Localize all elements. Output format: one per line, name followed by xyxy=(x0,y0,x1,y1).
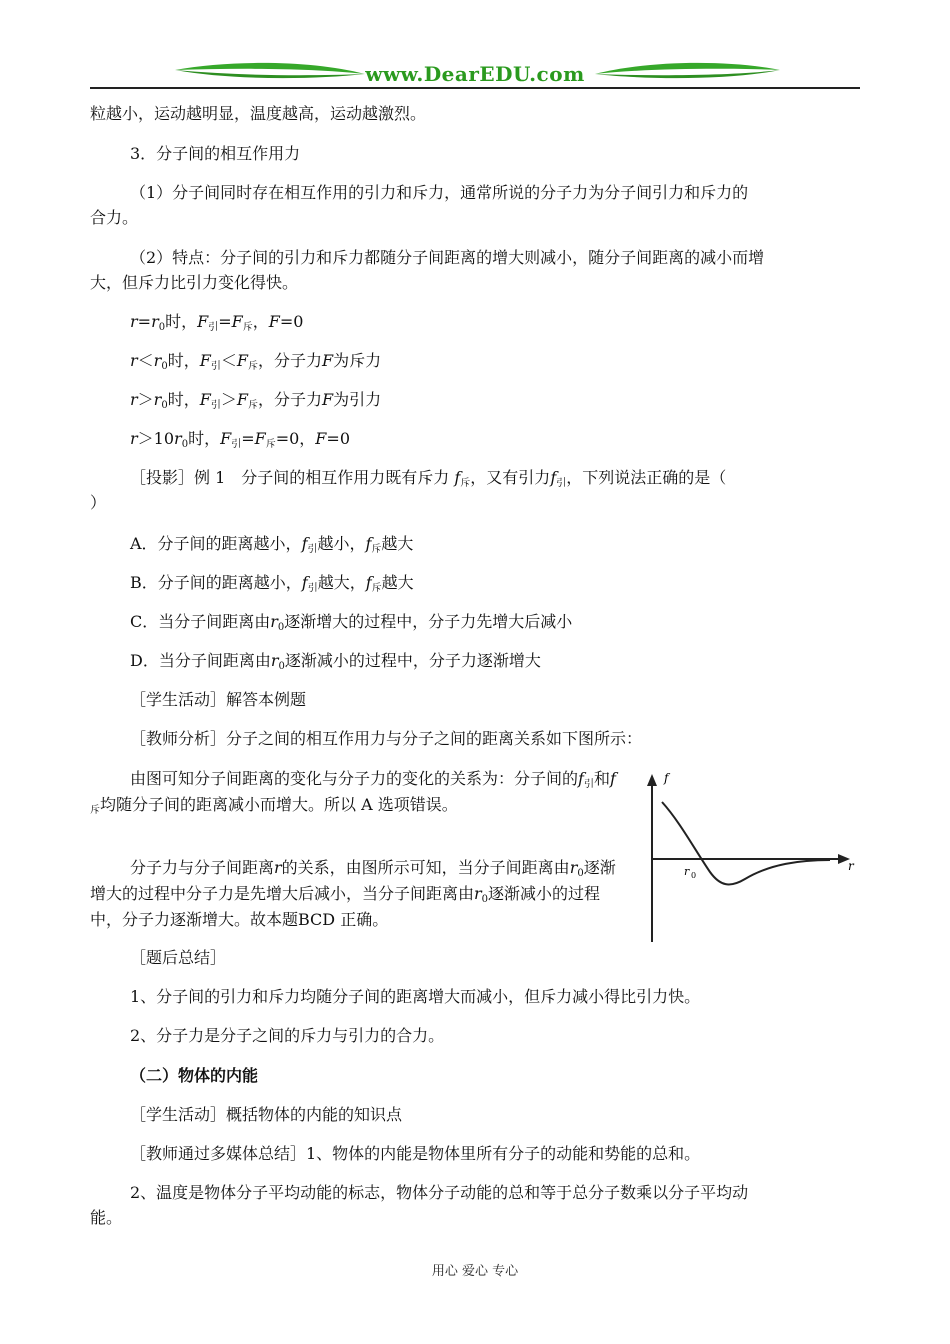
student-activity: ［学生活动］解答本例题 xyxy=(130,690,307,709)
header-rule xyxy=(90,87,860,89)
option-d: D．当分子间距离由$r_0$逐渐减小的过程中，分子力逐渐增大 xyxy=(130,651,541,672)
site-logo-text: www.DearEDU.com xyxy=(365,62,585,86)
text-line: 合力。 xyxy=(90,208,139,227)
force-distance-graph xyxy=(640,772,865,947)
text-line: 能。 xyxy=(90,1208,123,1227)
summary-item-1: 1、分子间的引力和斥力均随分子间的距离增大而减小，但斥力减小得比引力快。 xyxy=(130,987,701,1006)
x-axis-label: r xyxy=(848,859,854,873)
option-c: C．当分子间距离由$r_0$逐渐增大的过程中，分子力先增大后减小 xyxy=(130,612,573,633)
option-b: B．分子间的距离越小，$f_引$越大，$f_斥$越大 xyxy=(130,573,414,594)
student-activity-2: ［学生活动］概括物体的内能的知识点 xyxy=(130,1105,403,1124)
text-line: 大，但斥力比引力变化得快。 xyxy=(90,273,299,292)
summary-item-2: 2、分子力是分子之间的斥力与引力的合力。 xyxy=(130,1026,445,1045)
page-footer: 用心 爱心 专心 xyxy=(431,1264,519,1279)
condition-equal: $r=r_0$时，$F_引=F_斥$，F=0 xyxy=(130,312,304,333)
y-axis-label: f xyxy=(664,772,669,785)
condition-greater: $r>r_0$时，$F_引>F_斥$，分子力F为引力 xyxy=(130,390,382,411)
teacher-summary: ［教师通过多媒体总结］1、物体的内能是物体里所有分子的动能和势能的总和。 xyxy=(130,1144,701,1163)
summary-title: ［题后总结］ xyxy=(130,948,227,967)
condition-less: $r<r_0$时，$F_引<F_斥$，分子力F为斥力 xyxy=(130,351,382,372)
condition-far: $r>10r_0$时，$F_引=F_斥=0$，F=0 xyxy=(130,429,350,450)
r0-label: r xyxy=(684,865,690,878)
section-heading: （二）物体的内能 xyxy=(130,1066,259,1085)
analysis-paragraph-1: 由图可知分子间距离的变化与分子力的变化的关系为：分子间的$f_引$和$f_斥$均随分子间的距离减小而增大。所以 A 选项错误。 xyxy=(90,769,616,816)
text-line: （1）分子间同时存在相互作用的引力和斥力，通常所说的分子力为分子间引力和斥力的 xyxy=(130,183,749,202)
analysis-paragraph-2: 分子力与分子间距离r的关系，由图所示可知，当分子间距离由$r_0$逐渐增大的过程中分子力是先增大后减小，当分子间距离由$r_0$逐渐减小的过程中，分子力逐渐增大。故本题BCD 正确。 xyxy=(90,858,616,929)
option-a: A．分子间的距离越小，$f_引$越小，$f_斥$越大 xyxy=(130,534,414,555)
r0-subscript: 0 xyxy=(691,871,697,880)
example-question: ［投影］例 1 分子间的相互作用力既有斥力 $f_斥$，又有引力$f_引$，下列说法正确的是（ xyxy=(130,468,727,489)
y-axis-arrow-icon xyxy=(647,774,657,786)
text-line: 粒越小，运动越明显，温度越高，运动越激烈。 xyxy=(90,104,427,123)
text-line: 2、温度是物体分子平均动能的标志，物体分子动能的总和等于总分子数乘以分子平均动 xyxy=(130,1183,749,1202)
text-line: （2）特点：分子间的引力和斥力都随分子间距离的增大则减小，随分子间距离的减小而增 xyxy=(130,248,765,267)
teacher-analysis: ［教师分析］分子之间的相互作用力与分子之间的距离关系如下图所示： xyxy=(130,729,643,748)
subsection-title: 3．分子间的相互作用力 xyxy=(130,144,301,163)
text-line: ） xyxy=(90,493,107,512)
page-header xyxy=(90,58,860,90)
